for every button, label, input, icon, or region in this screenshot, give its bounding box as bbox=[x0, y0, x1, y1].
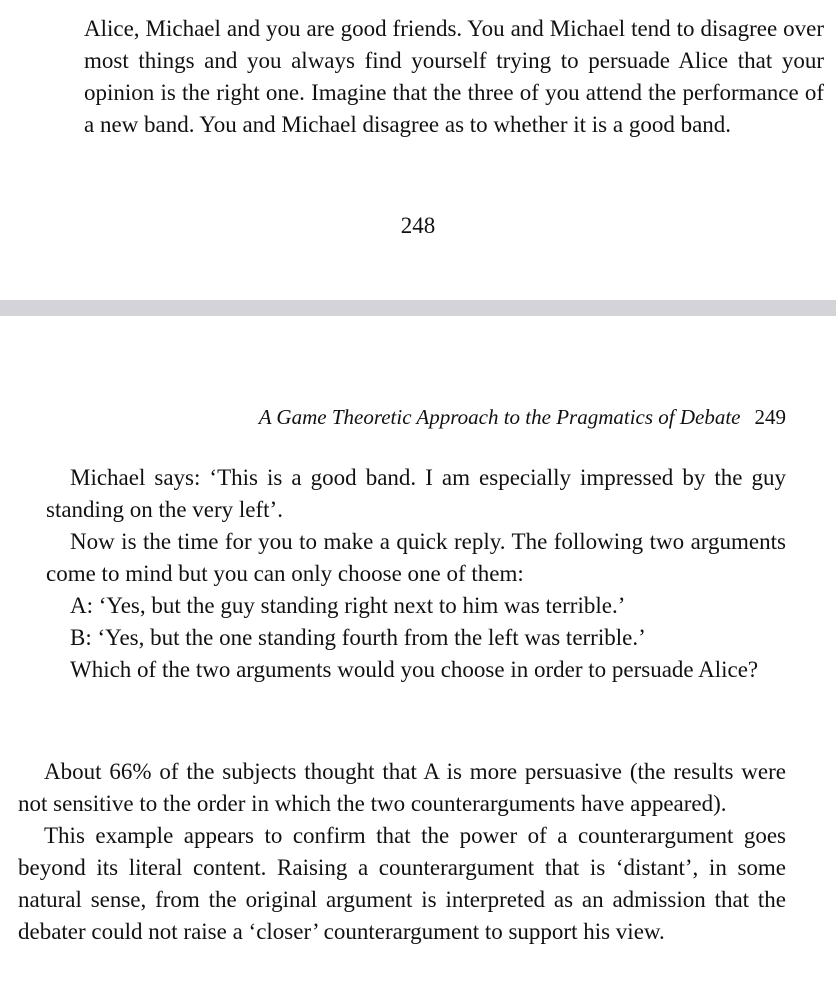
quote-paragraph: Which of the two arguments would you choose in order to persuade Alice? bbox=[70, 657, 759, 682]
body-paragraph: About 66% of the subjects thought that A is more persuasive (the results were not sensitive to the order in which the two counterarguments have appeared). bbox=[18, 759, 786, 816]
option-b: B: ‘Yes, but the one standing fourth from the left was terrible.’ bbox=[70, 625, 646, 650]
running-head-page-number: 249 bbox=[754, 405, 786, 429]
scenario-quote-block bbox=[46, 462, 786, 686]
top-page bbox=[0, 0, 836, 300]
page-separator bbox=[0, 300, 836, 316]
quote-paragraph: Michael says: ‘This is a good band. I am especially impressed by the guy standing on the very left’. bbox=[46, 465, 786, 522]
page-number: 248 bbox=[400, 213, 436, 238]
quote-paragraph: Now is the time for you to make a quick reply. The following two arguments come to mind but you can only choose one of them: bbox=[46, 529, 786, 586]
bottom-page bbox=[0, 316, 836, 1000]
running-head bbox=[259, 402, 786, 432]
option-a: A: ‘Yes, but the guy standing right next to him was terrible.’ bbox=[70, 593, 626, 618]
running-head-title: A Game Theoretic Approach to the Pragmatics of Debate bbox=[258, 405, 741, 429]
body-paragraph: This example appears to confirm that the power of a counterargument goes beyond its literal content. Raising a counterargument that is ‘distant’, in some natural sense, from the original argument is interpreted as an admission that the debater could not raise a ‘closer’ counterargument to support his view. bbox=[18, 823, 786, 944]
body-text bbox=[18, 756, 786, 948]
scenario-paragraph: Alice, Michael and you are good friends. You and Michael tend to disagree over most things and you always find yourself trying to persuade Alice that your opinion is the right one. Imagine that the three of you attend the performance of a new band. You and Michael disagree as to whether it is a good band. bbox=[84, 16, 824, 137]
